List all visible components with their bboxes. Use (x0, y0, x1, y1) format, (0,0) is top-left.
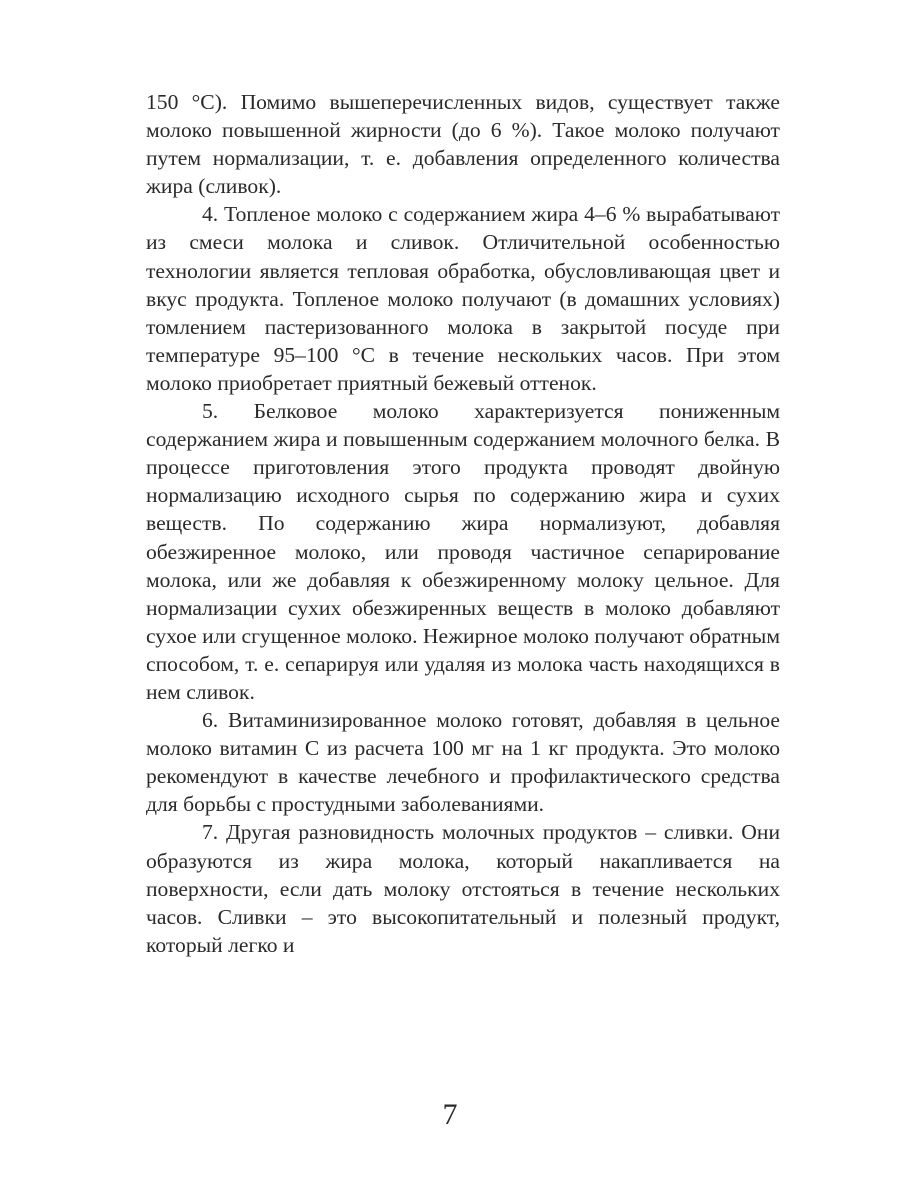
paragraph-item-7-cream: 7. Другая разновидность молочных продуктов – сливки. Они образуются из жира молока, который накапливается на поверхности, если дать молоку отстояться в течение нескольких часов. Сливки – это высокопитательный и полезный продукт, который легко и (146, 820, 780, 957)
paragraph-item-5-protein-milk: 5. Белковое молоко характеризуется пониженным содержанием жира и повышенным содержанием молочного белка. В процессе приготовления этого продукта проводят двойную нормализацию исходного сырья по содержанию жира и сухих веществ. По содержанию жира нормализуют, добавляя обезжиренное молоко, или проводя частичное сепарирование молока, или же добавляя к обезжиренному молоку цельное. Для нормализации сухих обезжиренных веществ в молоко добавляют сухое или сгущенное молоко. Нежирное молоко получают обратным способом, т. е. сепарируя или удаляя из молока часть находящихся в нем сливок. (146, 399, 780, 704)
paragraph-item-4-baked-milk: 4. Топленое молоко с содержанием жира 4–6 % вырабатывают из смеси молока и сливок. Отличительной особенностью технологии является тепловая обработка, обусловливающая цвет и вкус продукта. Топленое молоко получают (в домашних условиях) томлением пастеризованного молока в закрытой посуде при температуре 95–100 °С в течение нескольких часов. При этом молоко приобретает приятный бежевый оттенок. (146, 202, 780, 395)
page-number: 7 (442, 1098, 458, 1131)
paragraph-continuation: 150 °С). Помимо вышеперечисленных видов, существует также молоко повышенной жирности (до 6 %). Такое молоко получают путем нормализации, т. е. добавления определенного количества жира (сливок). (146, 90, 780, 199)
paragraph-item-6-vitamin-milk: 6. Витаминизированное молоко готовят, добавляя в цельное молоко витамин С из расчета 100 мг на 1 кг продукта. Это молоко рекомендуют в качестве лечебного и профилактического средства для борьбы с простудными заболеваниями. (146, 708, 780, 817)
body-text (146, 88, 780, 959)
